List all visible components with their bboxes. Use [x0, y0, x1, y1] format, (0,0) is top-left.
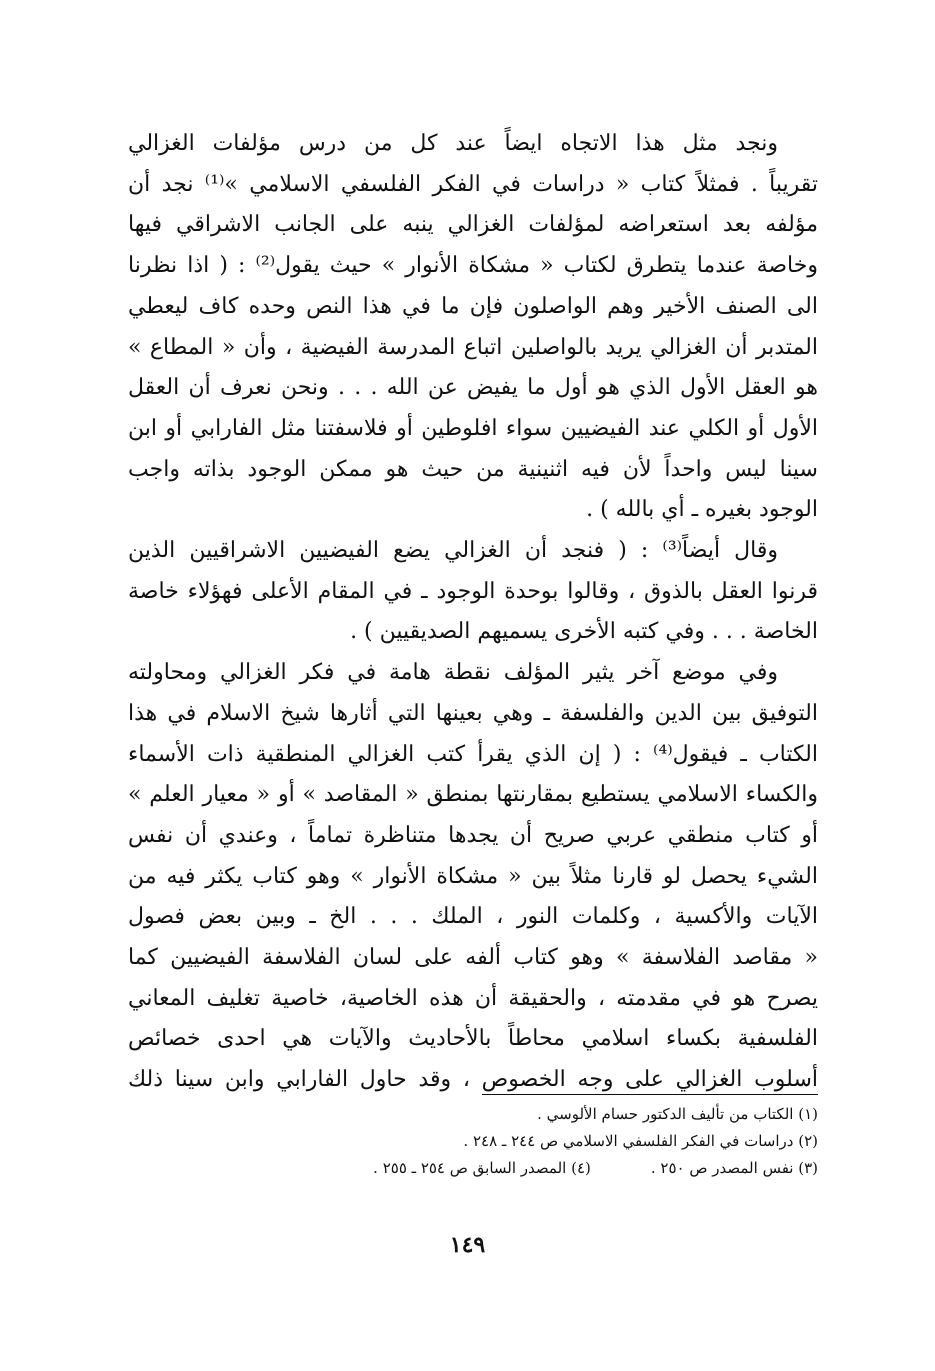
- text-line: أسلوب الغزالي على وجه الخصوص ، وقد حاول الفارابي وابن سينا ذلك: [128, 1067, 818, 1093]
- footnote-1: (١) الكتاب من تأليف الدكتور حسام الألوسي .: [537, 1105, 818, 1123]
- text-line: أو كتاب منطقي عربي صريح أن يجدها متناظرة تماماً ، وعندي أن نفس: [128, 822, 818, 848]
- text-line: المتدبر أن الغزالي يريد بالواصلين اتباع المدرسة الفيضية ، وأن « المطاع »: [128, 334, 818, 360]
- footnote-row: [118, 1155, 818, 1182]
- text-line: الخاصة . . . وفي كتبه الأخرى يسميهم الصديقيين ) .: [350, 619, 818, 645]
- text-line: الفلسفية بكساء اسلامي محاطاً بالأحاديث والآيات هي احدى خصائص: [128, 1026, 818, 1052]
- text-line: ونجد مثل هذا الاتجاه ايضاً عند كل من درس مؤلفات الغزالي: [128, 131, 778, 156]
- text-line: الوجود بغيره ـ أي بالله ) .: [586, 497, 818, 523]
- text-line: وفي موضع آخر يثير المؤلف نقطة هامة في فكر الغزالي ومحاولته: [128, 660, 778, 686]
- footnote-divider: [482, 1094, 818, 1095]
- text-line: سينا ليس واحداً لأن فيه اثنينية من حيث هو ممكن الوجود بذاته واجب: [128, 456, 818, 482]
- paragraph-1: [128, 124, 818, 531]
- text-line: الشيء يحصل لو قارنا مثلاً بين « مشكاة الأنوار » وهو كتاب يكثر فيه من: [128, 863, 818, 889]
- paragraph-3: [128, 653, 818, 1101]
- text-line: قرنوا العقل بالذوق ، وقالوا بوحدة الوجود ـ في المقام الأعلى فهؤلاء خاصة: [128, 578, 818, 604]
- footnote-3: (٣) نفس المصدر ص ٢٥٠ .: [650, 1159, 818, 1177]
- page-number: ١٤٩: [449, 1232, 486, 1258]
- footnote-4: (٤) المصدر السابق ص ٢٥٤ ـ ٢٥٥ .: [373, 1159, 591, 1177]
- paragraph-2: [128, 531, 818, 653]
- text-line: « مقاصد الفلاسفة » وهو كتاب ألفه على لسان الفلاسفة الفيضيين كما: [128, 945, 818, 971]
- text-line: الى الصنف الأخير وهم الواصلون فإن ما في هذا النص وحده كاف ليعطي: [128, 293, 818, 319]
- text-line: الكتاب ـ فيقول⁽⁴⁾ : ( إن الذي يقرأ كتب الغزالي المنطقية ذات الأسماء: [128, 741, 818, 767]
- text-line: الأول أو الكلي عند الفيضيين سواء افلوطين أو فلاسفتنا مثل الفارابي أو ابن: [128, 415, 818, 441]
- main-text: [128, 124, 818, 1101]
- text-line: يصرح هو في مقدمته ، والحقيقة أن هذه الخاصية، خاصية تغليف المعاني: [128, 985, 818, 1011]
- text-line: الآيات والأكسية ، وكلمات النور ، الملك . . . الخ ـ وبين بعض فصول: [128, 904, 818, 930]
- text-line: هو العقل الأول الذي هو أول ما يفيض عن الله . . . ونحن نعرف أن العقل: [128, 375, 818, 401]
- footnotes: [118, 1101, 818, 1182]
- text-line: تقريباً . فمثلاً كتاب « دراسات في الفكر الفلسفي الاسلامي »⁽¹⁾ نجد أن: [128, 171, 819, 197]
- text-line: وخاصة عندما يتطرق لكتاب « مشكاة الأنوار » حيث يقول⁽²⁾ : ( اذا نظرنا: [128, 253, 818, 279]
- text-line: وقال أيضاً⁽³⁾ : ( فنجد أن الغزالي يضع الفيضيين الاشراقيين الذين: [128, 538, 778, 564]
- footnote-2: (٢) دراسات في الفكر الفلسفي الاسلامي ص ٢٤٤ ـ ٢٤٨ .: [463, 1132, 818, 1150]
- text-line: والكساء الاسلامي يستطيع بمقارنتها بمنطق « المقاصد » أو « معيار العلم »: [128, 782, 818, 808]
- text-line: التوفيق بين الدين والفلسفة ـ وهي بعينها التي أثارها شيخ الاسلام في هذا: [128, 700, 818, 726]
- text-line: مؤلفه بعد استعراضه لمؤلفات الغزالي ينبه على الجانب الاشراقي فيها: [128, 212, 818, 238]
